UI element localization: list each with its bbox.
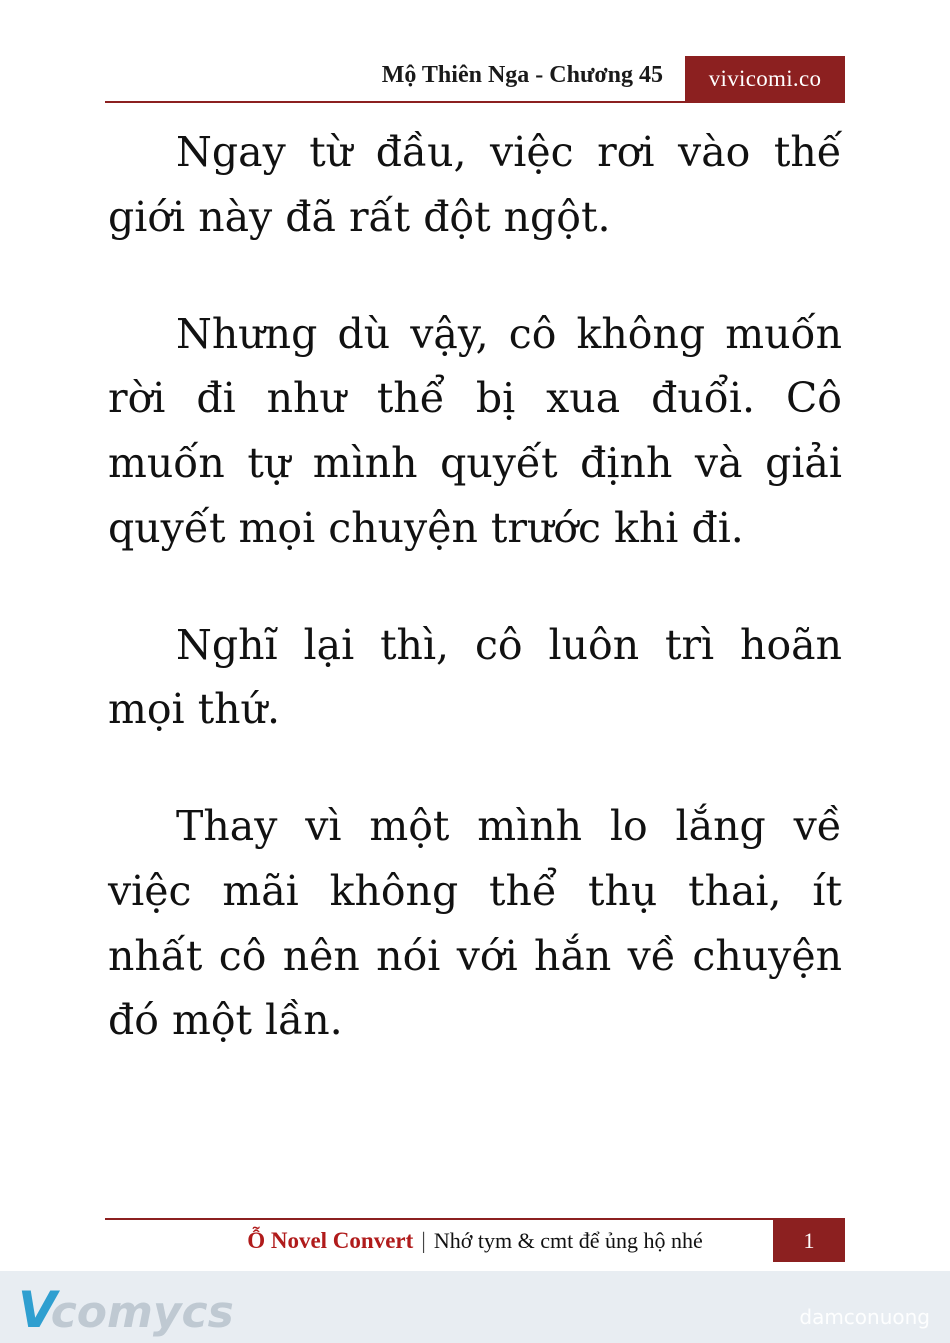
footer-note: Nhớ tym & cmt để ủng hộ nhé — [433, 1228, 703, 1253]
site-badge: vivicomi.co — [685, 56, 845, 101]
footer-brand: Ỗ Novel Convert — [247, 1228, 414, 1253]
page-number: 1 — [773, 1220, 845, 1262]
page-footer — [105, 1218, 845, 1262]
logo-text: comycs — [50, 1287, 234, 1338]
paragraph: Ngay từ đầu, việc rơi vào thế giới này đã rất đột ngột. — [108, 128, 842, 241]
uploader-watermark: damconuong — [799, 1305, 930, 1329]
chapter-title: Mộ Thiên Nga - Chương 45 — [381, 62, 663, 88]
logo-accent-letter: V — [18, 1281, 57, 1339]
chapter-body — [108, 120, 842, 1053]
footer-credit — [105, 1220, 845, 1262]
bottom-overlay-bar — [0, 1271, 950, 1343]
footer-separator: | — [421, 1228, 426, 1253]
paragraph: Nghĩ lại thì, cô luôn trì hoãn mọi thứ. — [108, 620, 842, 734]
vcomycs-logo — [18, 1281, 234, 1339]
page-header — [105, 56, 845, 102]
header-divider — [105, 101, 845, 103]
paragraph: Nhưng dù vậy, cô không muốn rời đi như thể bị xua đuổi. Cô muốn tự mình quyết định và giải quyết mọi chuyện trước khi đi. — [108, 309, 842, 552]
paragraph: Thay vì một mình lo lắng về việc mãi không thể thụ thai, ít nhất cô nên nói với hắn về chuyện đó một lần. — [108, 802, 842, 1045]
